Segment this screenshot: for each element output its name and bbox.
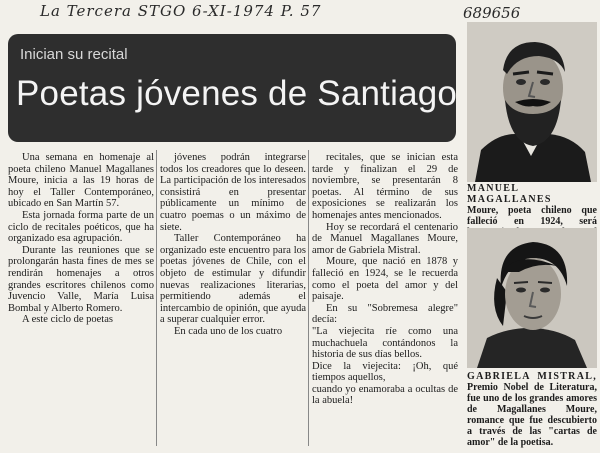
- article-paragraph: recitales, que se inician esta tarde y finalizan el 29 de noviembre, se presentarán 8 poetas. Al término de sus exposiciones se realizarán los homenajes antes mencionados.: [312, 152, 458, 221]
- column-rule: [308, 150, 309, 446]
- caption-name: GABRIELA MISTRAL,: [467, 371, 597, 382]
- article-paragraph: En cada uno de los cuatro: [174, 325, 283, 337]
- poem-line: cuando yo enamoraba a ocultas de la abuela!: [312, 383, 458, 407]
- handwritten-annotation: La Tercera STGO 6-XI-1974 P. 57: [40, 2, 322, 20]
- portrait-woman-icon: [467, 228, 597, 368]
- article-paragraph: Moure, que nació en 1878 y falleció en 1924, se le recuerda como el poeta del amor y del paisaje.: [312, 256, 458, 303]
- article-paragraph: En su "Sobremesa alegre" decía:: [312, 302, 458, 326]
- article-paragraph: Durante las reuniones que se prolongarán hasta fines de mes se rendirán homenajes a otros grandes escritores chilenos como Juvencio Valle, María Luisa Bombal y Alberto Romero.: [8, 244, 154, 314]
- article-paragraph: Hoy se recordará el centenario de Manuel Magallanes Moure, amor de Gabriela Mistral.: [312, 221, 458, 256]
- portrait-bearded-man-icon: [467, 22, 597, 182]
- article-column-3: [312, 152, 458, 407]
- article-column-1: [8, 152, 154, 326]
- article-paragraph: jóvenes podrán integrarse todos los creadores que lo deseen. La participación de los interesados consistirá en presentar públicamente un mínimo de cuatro poemas o un máximo de siete.: [160, 152, 306, 233]
- photo-caption-mistral: [467, 371, 597, 448]
- caption-text: Moure, poeta chileno que falleció en 1924, será: [467, 205, 597, 227]
- article-paragraph: A este ciclo de poetas: [22, 314, 113, 326]
- poem-line: "La viejecita ríe como una muchachuela contándonos la historia de sus días bellos.: [312, 325, 458, 361]
- article-paragraph: Una semana en homenaje al poeta chileno Manuel Magallanes Moure, inicia a las 19 horas de hoy el Taller Contemporáneo, ubicado en San Martín 57.: [8, 152, 154, 210]
- caption-name: MANUEL MAGALLANES: [467, 183, 552, 205]
- article-paragraph: Esta jornada forma parte de un ciclo de recitales poéticos, que ha organizado esa agrupación.: [8, 209, 154, 245]
- column-rule: [156, 150, 157, 446]
- poem-line: Dice la viejecita: ¡Oh, qué tiempos aquellos,: [312, 360, 458, 384]
- portrait-photo-mistral: [467, 228, 597, 368]
- portrait-photo-magallanes: [467, 22, 597, 182]
- headline: Poetas jóvenes de Santiago: [16, 74, 458, 113]
- caption-text: Premio Nobel de Literatura, fue uno de los grandes amores de Magallanes Moure, romance que fue descubierto a través de las "cartas de amor" de la poetisa.: [467, 382, 597, 448]
- article-paragraph: Taller Contemporáneo ha organizado este encuentro para los poetas jóvenes de Chile, con el objeto de estimular y difundir nuevas realizaciones literarias, permitiendo además el intercambio de opinión, que ayuda a superar cualquier error.: [160, 233, 306, 326]
- catalog-number: 689656: [463, 4, 521, 22]
- article-column-2: [160, 152, 306, 338]
- kicker: Inician su recital: [20, 46, 128, 63]
